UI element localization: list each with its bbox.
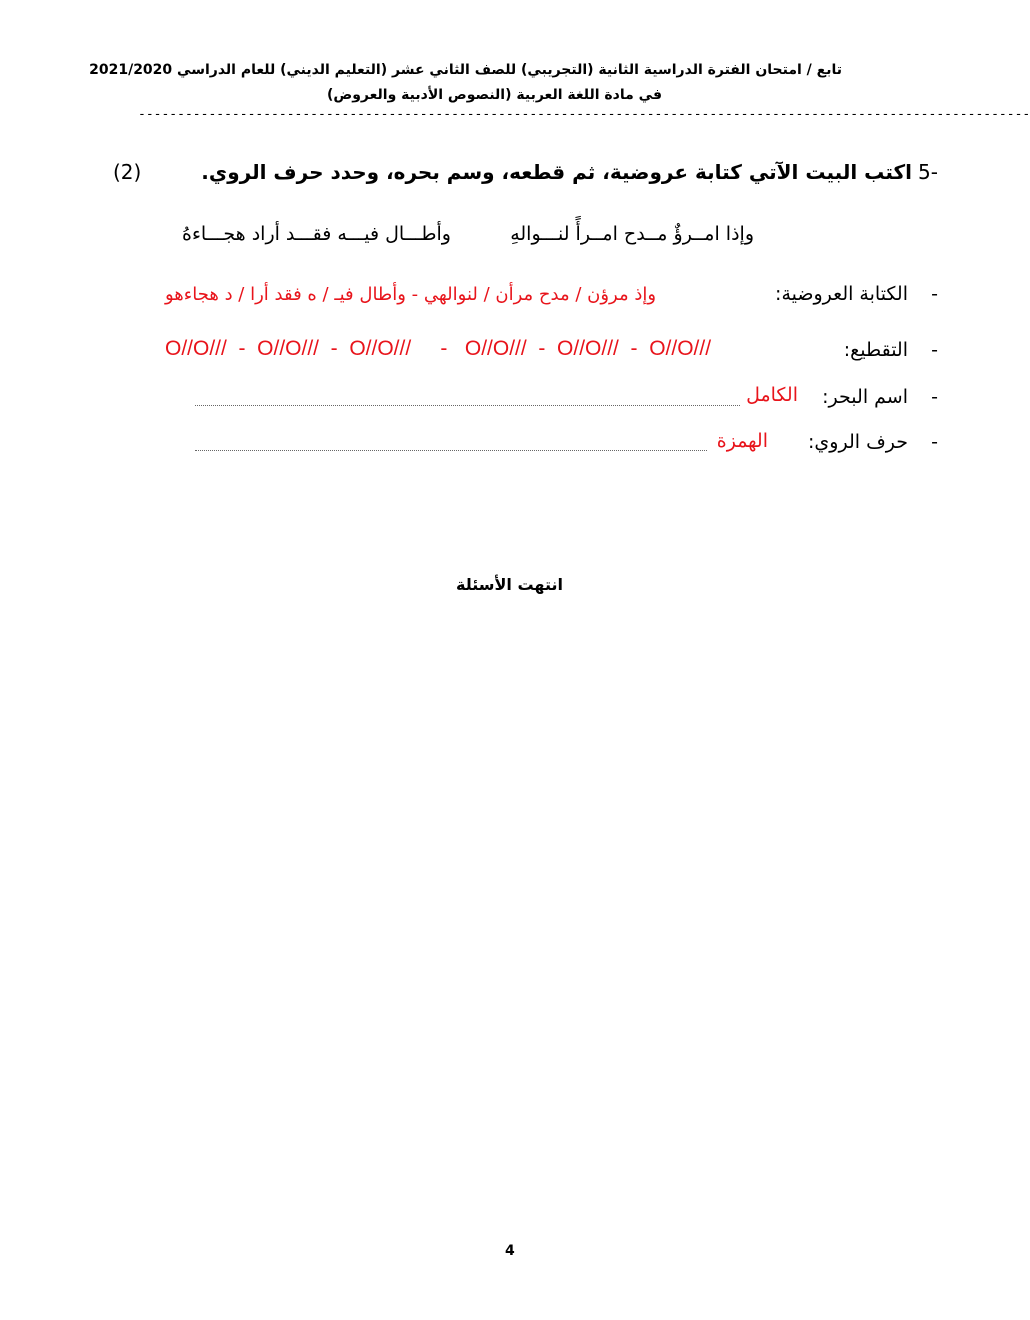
bullet-meter: - bbox=[931, 386, 938, 408]
meter-label: اسم البحر: bbox=[822, 386, 908, 408]
header-separator: ------------------------------------------------------------------------------------------------------------------ bbox=[138, 107, 1030, 122]
scansion-answer: O//O/// - O//O/// - O//O/// - O//O/// - O//O/// - O//O/// bbox=[165, 337, 712, 360]
scansion-label: التقطيع: bbox=[843, 339, 908, 361]
rhyme-label: حرف الروي: bbox=[808, 431, 908, 453]
writing-label: الكتابة العروضية: bbox=[775, 283, 908, 305]
page-number: 4 bbox=[505, 1243, 515, 1259]
question-marks: (2) bbox=[113, 160, 142, 184]
question-number: 5- bbox=[918, 160, 938, 184]
bullet-rhyme: - bbox=[931, 431, 938, 453]
header-subject: في مادة اللغة العربية (النصوص الأدبية والعروض) bbox=[327, 87, 662, 103]
bullet-scansion: - bbox=[931, 339, 938, 361]
rhyme-answer: الهمزة bbox=[716, 430, 768, 452]
question-text: اكتب البيت الآتي كتابة عروضية، ثم قطعه، وسم بحره، وحدد حرف الروي. bbox=[201, 160, 912, 184]
end-of-questions: انتهت الأسئلة bbox=[456, 575, 563, 594]
writing-answer: وإذ مرؤن / مدح مرأن / لنوالهي - وأطال فيـ / ه فقد أرا / د هجاءهو bbox=[165, 284, 657, 305]
verse-first-hemistich: وإذا امــرؤٌ مــدح امــرأً لنـــوالهِ bbox=[510, 223, 754, 245]
header-title: تابع / امتحان الفترة الدراسية الثانية (التجريبي) للصف الثاني عشر (التعليم الديني) للعام الدراسي 2021/2020 bbox=[89, 62, 842, 78]
meter-answer: الكامل bbox=[746, 384, 798, 406]
rhyme-dotted-line bbox=[195, 450, 707, 451]
meter-dotted-line bbox=[195, 405, 740, 406]
bullet-writing: - bbox=[931, 283, 938, 305]
verse-second-hemistich: وأطـــال فيـــه فقـــد أراد هجـــاءهُ bbox=[182, 223, 451, 245]
